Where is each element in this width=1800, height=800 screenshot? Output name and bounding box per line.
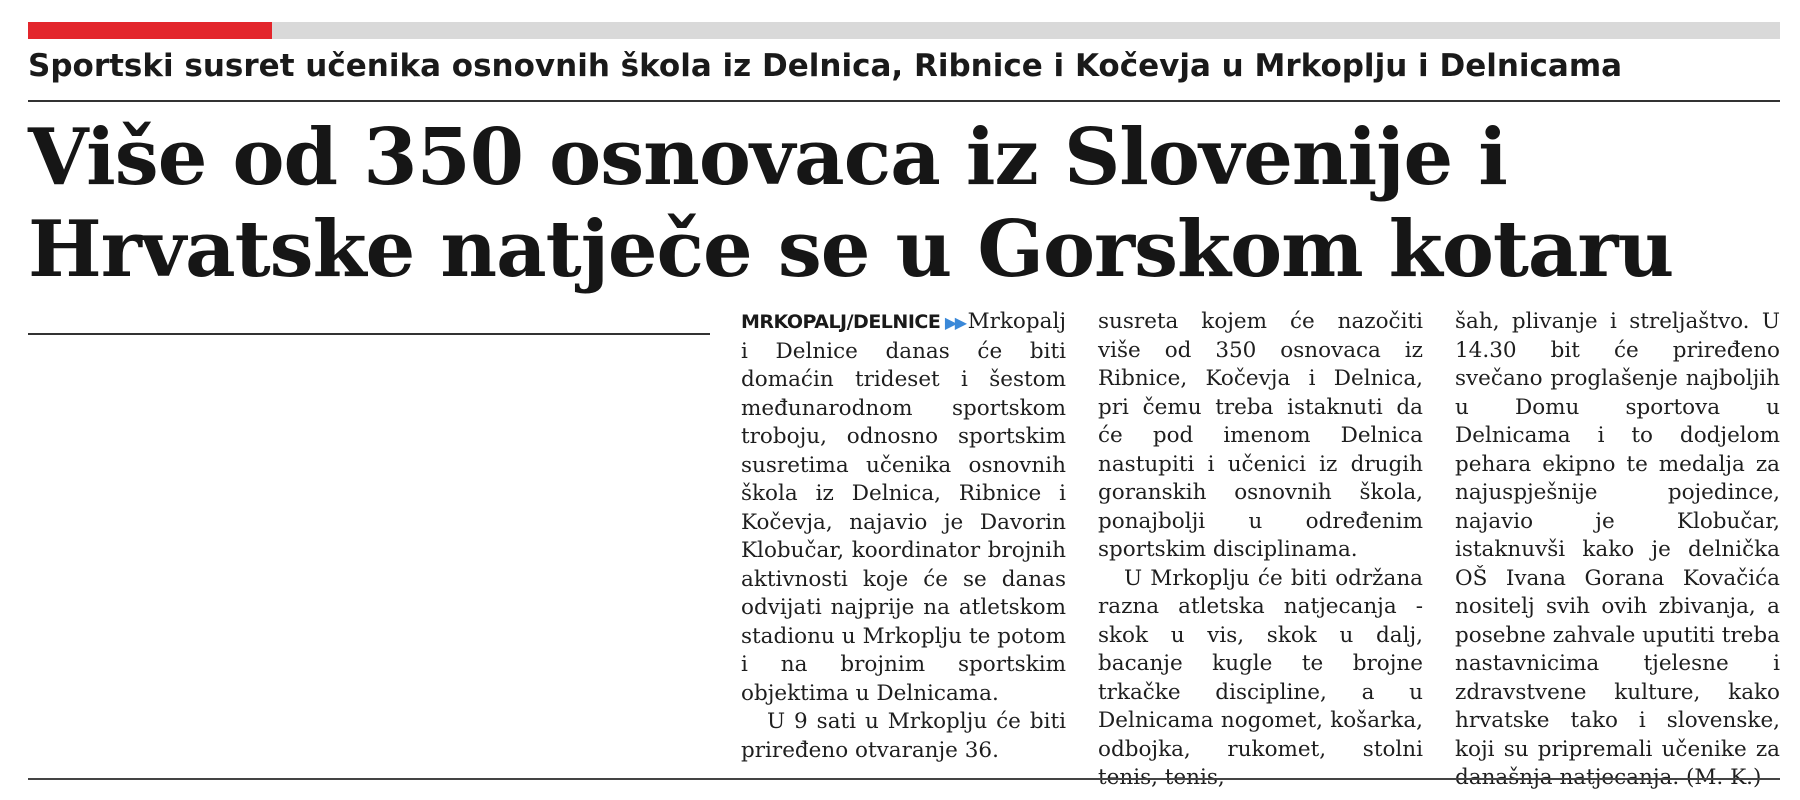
headline-line-1: Više od 350 osnovaca iz Slovenije i bbox=[28, 112, 1507, 203]
article-paragraph: susreta kojem će nazočiti više od 350 osnovaca iz Ribnice, Kočevja i Delnica, pri čemu treba istaknuti da će pod imenom Delnica nastupiti i učenici iz drugih goranskih osnovnih škola, ponajbolji u određenim sportskim disciplinama. bbox=[1098, 309, 1423, 562]
section-color-bar bbox=[28, 22, 1780, 39]
dateline: MRKOPALJ/DELNICE bbox=[741, 311, 941, 333]
bottom-divider bbox=[28, 778, 1780, 780]
double-arrow-right-icon: ▶▶ bbox=[943, 313, 965, 332]
image-placeholder-rule bbox=[28, 333, 710, 335]
article-column-3 bbox=[1455, 308, 1780, 793]
article-headline bbox=[28, 112, 1780, 296]
article-kicker: Sportski susret učenika osnovnih škola iz Delnica, Ribnice i Kočevja u Mrkoplju i Delnicama bbox=[28, 48, 1623, 84]
article-paragraph: šah, plivanje i streljaštvo. U 14.30 bit će priređeno svečano proglašenje najboljih u Domu sportova u Delnicama i to dodjelom pehara ekipno te medalja za najuspješnije pojedince, najavio je Klobučar, istaknuvši kako je delnička OŠ Ivana Gorana Kovačića nositelj svih ovih zbivanja, a posebne zahvale uputiti treba nastavnicima tjelesne i zdravstvene kulture, kako hrvatske tako i slovenske, koji su pripremali učenike za današnja natjecanja. (M. K.) bbox=[1455, 309, 1780, 790]
article-paragraph: U Mrkoplju će biti održana razna atletska natjecanja - skok u vis, skok u dalj, bacanje kugle te brojne trkačke discipline, a u Delnicama nogomet, košarka, odbojka, rukomet, stolni tenis, tenis, bbox=[1098, 565, 1423, 790]
section-accent-bar bbox=[28, 22, 272, 39]
paragraph-text: Mrkopalj i Delnice danas će biti domaćin trideset i šestom međunarodnom sportskom troboju, odnosno sportskim susretima učenika osnovnih škola iz Delnica, Ribnice i Kočevja, najavio je Davorin Klobučar, koordinator brojnih aktivnosti koje će se danas odvijati najprije na atletskom stadionu u Mrkoplju te potom i na brojnim sportskim objektima u Delnicama. bbox=[741, 309, 1066, 706]
article-column-1 bbox=[741, 308, 1066, 765]
kicker-divider bbox=[28, 100, 1780, 102]
article-paragraph bbox=[741, 308, 1066, 708]
article-column-2 bbox=[1098, 308, 1423, 793]
headline-line-2: Hrvatske natječe se u Gorskom kotaru bbox=[28, 204, 1674, 295]
article-paragraph: U 9 sati u Mrkoplju će biti priređeno otvaranje 36. bbox=[741, 709, 1066, 763]
